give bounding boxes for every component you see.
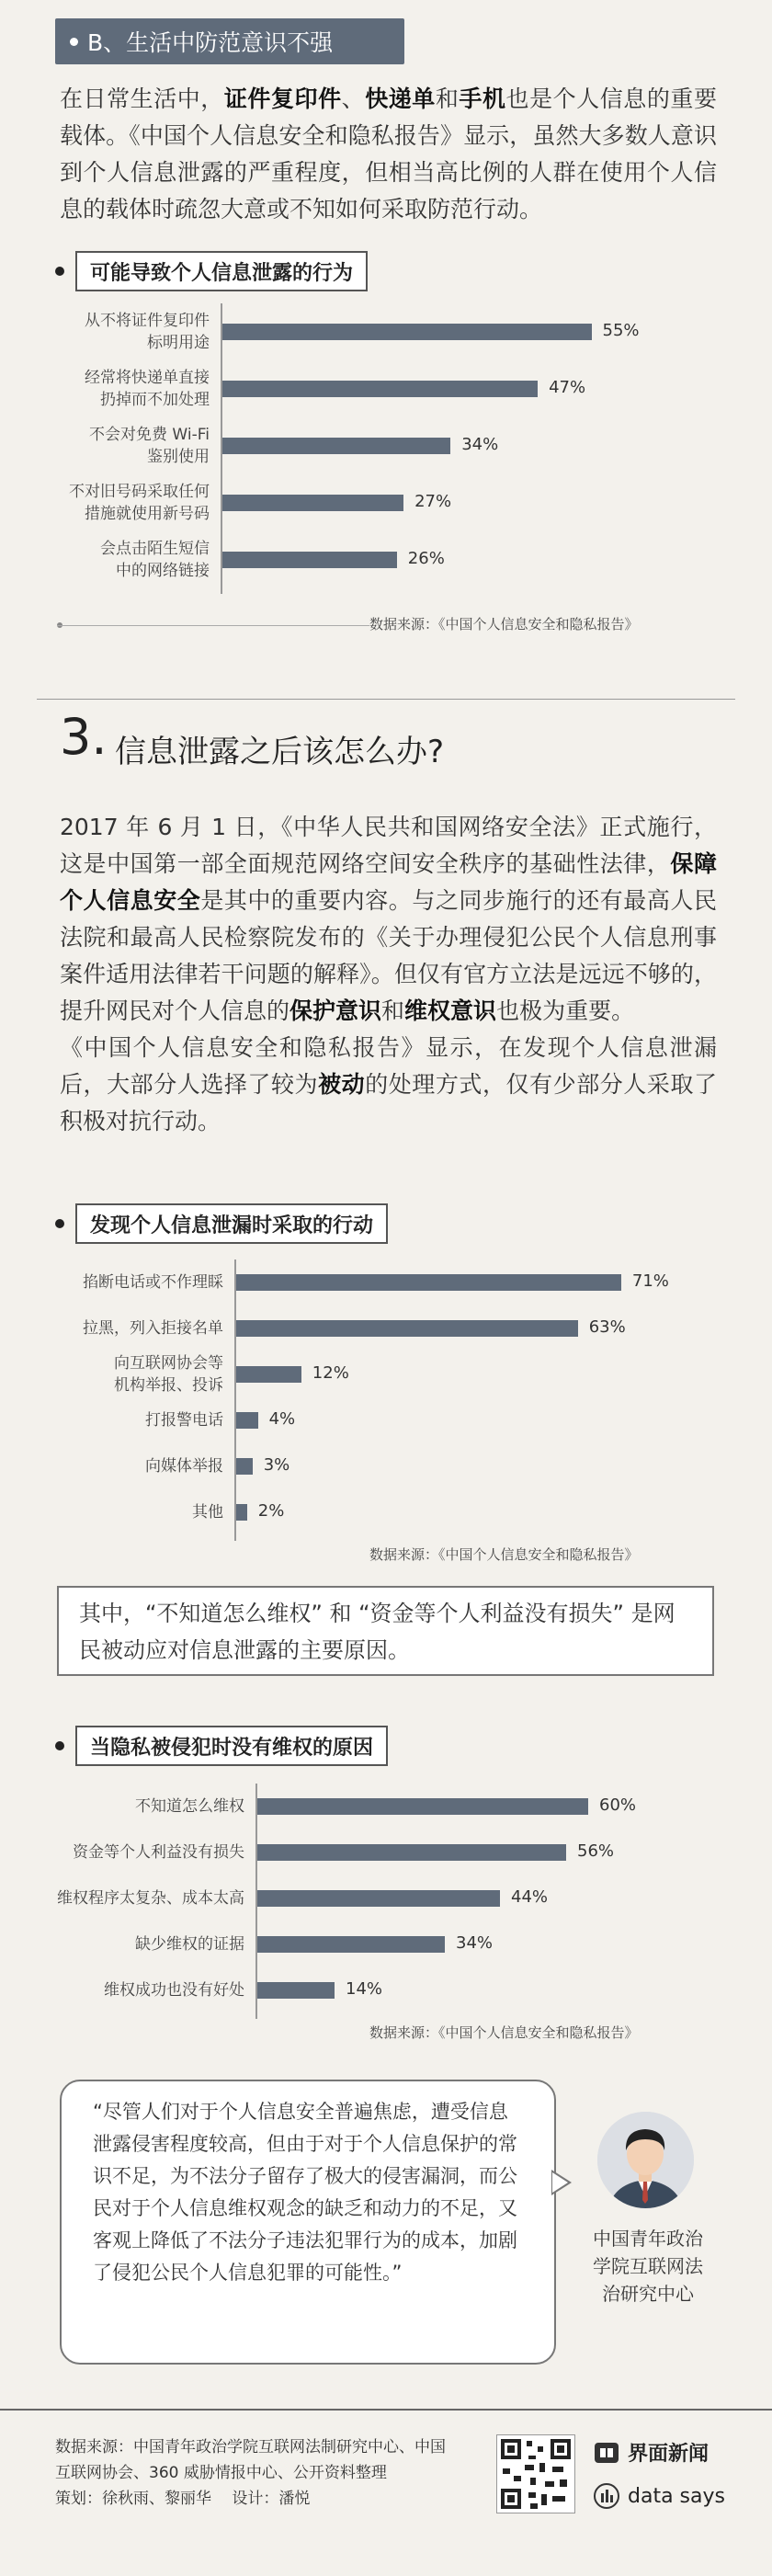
bar <box>236 1504 247 1521</box>
bar-label <box>69 481 210 525</box>
bar-label <box>114 1352 223 1396</box>
bar <box>236 1320 578 1337</box>
chart2-title <box>55 1203 388 1245</box>
text: 和 <box>381 997 405 1024</box>
datasays-logo-icon <box>593 2482 620 2510</box>
quote-source-line: 治研究中心 <box>602 2283 694 2305</box>
quote-source-line: 学院互联网法 <box>593 2255 703 2277</box>
bullet-icon <box>55 1741 64 1750</box>
brand2-text: data says <box>628 2484 725 2508</box>
chart1-title-text: 可能导致个人信息泄露的行为 <box>75 251 368 291</box>
bar-label <box>85 310 210 354</box>
bar-label-line: 鉴别使用 <box>147 448 210 466</box>
bar <box>222 552 397 568</box>
bar-label-line: 经常将快递单直接 <box>85 369 210 387</box>
bar-label <box>89 424 210 468</box>
bar-label <box>135 1933 244 1955</box>
bar-label-line: 其他 <box>192 1503 223 1522</box>
chart2-axis <box>234 1260 236 1541</box>
text: 的处理方式，仅有少部分人采取了积极对抗行动。 <box>60 1071 717 1134</box>
chart2-title-text: 发现个人信息泄漏时采取的行动 <box>75 1203 388 1244</box>
avatar <box>597 2112 694 2208</box>
footer-text <box>55 2434 450 2512</box>
bar-label-line: 不知道怎么维权 <box>135 1797 244 1816</box>
bar-label-line: 不会对免费 Wi-Fi <box>89 426 210 444</box>
bar-label-line: 机构举报、投诉 <box>114 1376 223 1395</box>
bar-value-label: 63% <box>588 1317 626 1337</box>
bar-label-line: 向媒体举报 <box>145 1457 223 1476</box>
bar-label-line: 维权成功也没有好处 <box>104 1981 244 2000</box>
bar <box>257 1982 335 1999</box>
brand1-text: 界面新闻 <box>628 2443 710 2466</box>
bar-label-line: 打报警电话 <box>145 1411 223 1430</box>
bullet-icon <box>55 267 64 276</box>
bullet-icon <box>70 38 78 46</box>
text: 、 <box>341 85 366 112</box>
bar-label-line: 从不将证件复印件 <box>85 312 210 330</box>
bar-label-line: 会点击陌生短信 <box>100 540 210 558</box>
note-box: 其中，“不知道怎么维权” 和 “资金等个人利益没有损失” 是网民被动应对信息泄露的主要原因。 <box>57 1586 714 1676</box>
bar-label <box>85 367 210 411</box>
bar <box>257 1936 445 1953</box>
bar-value-label: 44% <box>511 1887 549 1907</box>
quote-pointer-fill <box>552 2172 568 2193</box>
chart1-source: 数据来源：《中国个人信息安全和隐私报告》 <box>369 616 639 633</box>
bar-value-label: 71% <box>631 1271 669 1291</box>
bar <box>236 1412 258 1429</box>
chart3 <box>0 1784 772 2023</box>
qr-code-icon <box>496 2434 575 2513</box>
bold-text: 证件复印件 <box>223 85 342 112</box>
chart3-title <box>55 1725 388 1767</box>
bar <box>222 324 592 340</box>
bar <box>236 1274 621 1291</box>
bar-label-line: 中的网络链接 <box>116 562 210 580</box>
bar-value-label: 2% <box>257 1501 285 1521</box>
text: 和 <box>435 85 460 112</box>
report-paragraph <box>60 1030 717 1140</box>
text: 也极为重要。 <box>496 997 635 1024</box>
text: 在日常生活中， <box>60 85 224 112</box>
bar-label <box>83 1317 223 1339</box>
bar <box>222 495 403 511</box>
bar-value-label: 27% <box>414 492 452 511</box>
bold-text: 手机 <box>459 85 506 112</box>
bar-label-line: 扔掉而不加处理 <box>100 391 210 409</box>
bar-label <box>192 1501 223 1523</box>
chart1 <box>0 303 772 579</box>
bar-value-label: 14% <box>346 1979 383 1999</box>
bold-text: 快递单 <box>365 85 436 112</box>
bar-label-line: 向互联网协会等 <box>114 1354 223 1373</box>
text: 《中国个人信息安全和隐私报告》显示，在发现个人信息泄漏后，大部分人选择了较为 <box>60 1034 717 1098</box>
footer-credits: 策划：徐秋雨、黎丽华 设计：潘悦 <box>55 2490 311 2508</box>
bar-label-line: 标明用途 <box>147 334 210 352</box>
bar-label <box>145 1455 223 1477</box>
bar-label-line: 掐断电话或不作理睬 <box>83 1273 223 1292</box>
bar-value-label: 47% <box>549 378 586 397</box>
quote-source-line: 中国青年政治 <box>593 2228 703 2250</box>
bar-label <box>83 1271 223 1294</box>
footer-sources: 数据来源：中国青年政治学院互联网法制研究中心、中国互联网协会、360 威胁情报中心、公开资料整理 <box>55 2438 446 2482</box>
bar <box>257 1890 500 1907</box>
bar-value-label: 4% <box>268 1409 296 1429</box>
law-paragraph <box>60 809 717 1030</box>
bar <box>222 381 538 397</box>
bar-label-line: 资金等个人利益没有损失 <box>73 1843 244 1862</box>
bar-value-label: 56% <box>577 1841 615 1861</box>
bar-value-label: 34% <box>461 435 499 454</box>
bar-label <box>104 1979 244 2001</box>
text: 是其中的重要内容。与之同步施行的还有最高人民法院和最高人民检察院发布的《关于办理侵犯公民个人信息刑事案件适用法律若干问题的解释》。但仅有官方立法是远远不够的，提升网民对个人信息的 <box>60 887 717 1024</box>
bar-label <box>100 538 210 582</box>
bar-value-label: 55% <box>602 321 640 340</box>
section3-title: 信息泄露之后该怎么办? <box>115 734 445 770</box>
bar-label-line: 维权程序太复杂、成本太高 <box>57 1889 244 1908</box>
text: 也是个人信息的重要载体。《中国个人信息安全和隐私报告》显示，虽然大多数人意识到个人信息泄露的严重程度，但相当高比例的人群在使用个人信息的载体时疏忽大意或不知如何采取防范行动。 <box>60 85 717 222</box>
bar-value-label: 60% <box>599 1795 637 1815</box>
quote-box: “尽管人们对于个人信息安全普遍焦虑，遭受信息泄露侵害程度较高，但由于对于个人信息保护的常识不足，为不法分子留存了极大的侵害漏洞，而公民对于个人信息维权观念的缺乏和动力的不足，又客观上降低了不法分子违法犯罪行为的成本，加剧了侵犯公民个人信息犯罪的可能性。” <box>60 2080 556 2365</box>
bullet-icon <box>55 1219 64 1228</box>
brand-datasays <box>593 2482 725 2510</box>
bar <box>257 1844 566 1861</box>
text: 2017 年 6 月 1 日，《中华人民共和国网络安全法》正式施行，这是中国第一部全面规范网络空间安全秩序的基础性法律， <box>60 814 717 877</box>
section3-number: 3. <box>60 708 108 766</box>
section-b-tag <box>55 18 404 64</box>
bar-value-label: 26% <box>407 549 445 568</box>
bar-label <box>73 1841 244 1864</box>
bar-label <box>57 1887 244 1909</box>
bar-value-label: 34% <box>456 1933 494 1953</box>
bar-label-line: 缺少维权的证据 <box>135 1935 244 1954</box>
chart2 <box>0 1260 772 1544</box>
bar-value-label: 3% <box>263 1455 290 1475</box>
bar <box>236 1458 253 1475</box>
jiemian-logo-icon <box>593 2439 620 2467</box>
quote-source <box>579 2225 717 2308</box>
brand-jiemian <box>593 2438 709 2467</box>
bar <box>257 1798 588 1815</box>
chart3-title-text: 当隐私被侵犯时没有维权的原因 <box>75 1726 388 1766</box>
section-b-label: B、生活中防范意识不强 <box>87 29 334 56</box>
chart1-baseline <box>57 625 369 626</box>
bold-text: 保障个人信息安全 <box>60 850 717 914</box>
chart3-source: 数据来源：《中国个人信息安全和隐私报告》 <box>369 2024 639 2041</box>
chart2-source: 数据来源：《中国个人信息安全和隐私报告》 <box>369 1546 639 1563</box>
bar-label <box>135 1795 244 1818</box>
bar-label-line: 措施就使用新号码 <box>85 505 210 523</box>
bar-label <box>145 1409 223 1431</box>
bold-text: 保护意识 <box>290 997 382 1024</box>
person-icon <box>597 2112 694 2208</box>
bar-label-line: 拉黑，列入拒接名单 <box>83 1319 223 1338</box>
bar <box>222 438 450 454</box>
bar-label-line: 不对旧号码采取任何 <box>69 483 210 501</box>
bar <box>236 1366 301 1383</box>
bold-text: 被动 <box>318 1071 366 1098</box>
bold-text: 维权意识 <box>404 997 497 1024</box>
bar-value-label: 12% <box>312 1363 349 1383</box>
chart1-title <box>55 250 368 292</box>
intro-paragraph <box>60 81 717 228</box>
